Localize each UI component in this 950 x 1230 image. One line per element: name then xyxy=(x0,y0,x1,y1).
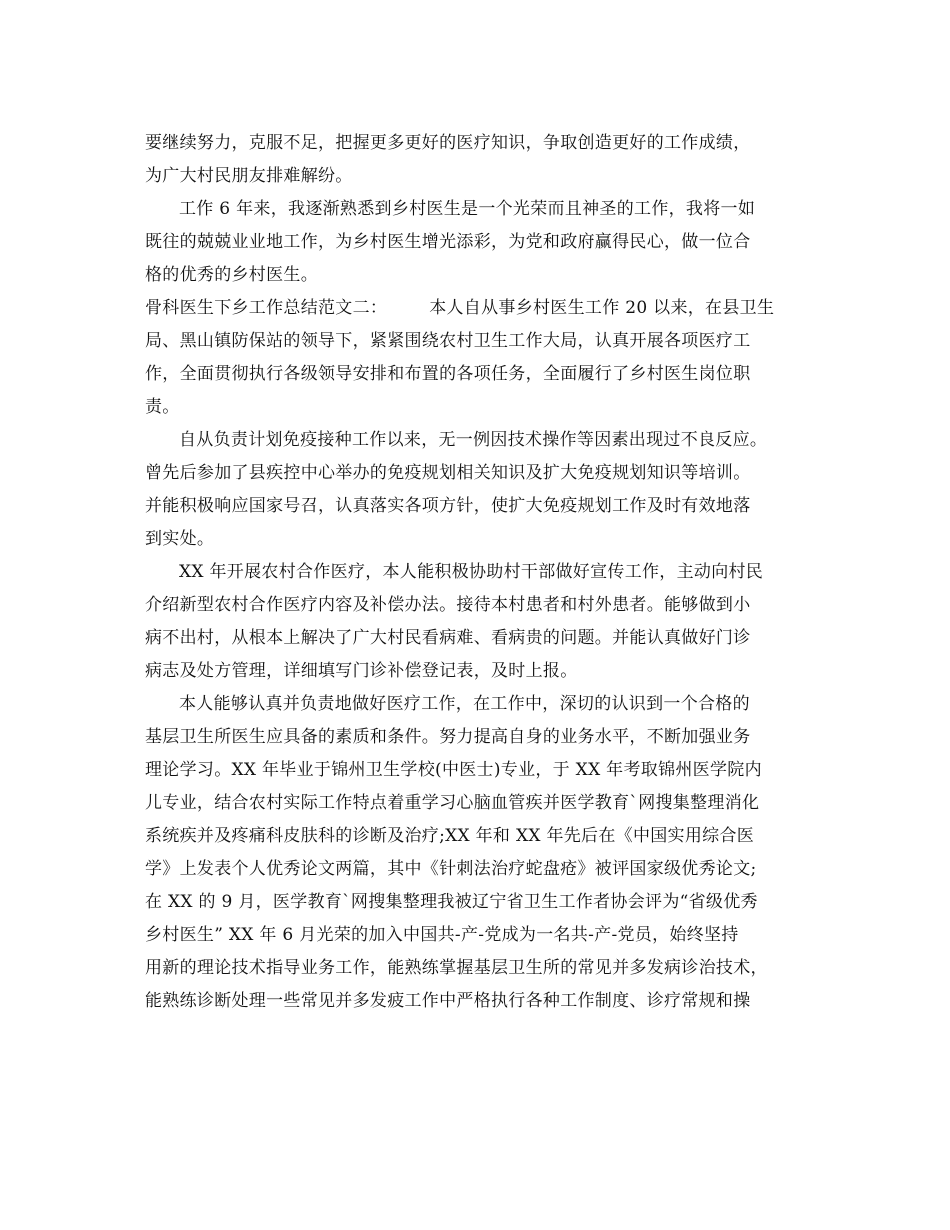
text-line: 工作 6 年来，我逐渐熟悉到乡村医生是一个光荣而且神圣的工作，我将一如 xyxy=(179,199,756,219)
text-line: 自从负责计划免疫接种工作以来，无一例因技术操作等因素出现过不良反应。 xyxy=(179,430,768,450)
text-line: 局、黑山镇防保站的领导下，紧紧围绕农村卫生工作大局，认真开展各项医疗工 xyxy=(145,331,751,351)
text-line: 用新的理论技术指导业务工作，能熟练掌握基层卫生所的常见并多发病诊治技术， xyxy=(145,958,768,978)
text-line: 病不出村，从根本上解决了广大村民看病难、看病贵的问题。并能认真做好门诊 xyxy=(145,628,751,648)
text-line xyxy=(145,292,810,325)
section-heading: 骨科医生下乡工作总结范文二： xyxy=(145,298,388,318)
text-line: 基层卫生所医生应具备的素质和条件。努力提高自身的业务水平，不断加强业务 xyxy=(145,727,751,747)
text-line: 作，全面贯彻执行各级领导安排和布置的各项任务，全面履行了乡村医生岗位职 xyxy=(145,364,751,384)
text-line: 介绍新型农村合作医疗内容及补偿办法。接待本村患者和村外患者。能够做到小 xyxy=(145,595,751,615)
text-line: 理论学习。XX 年毕业于锦州卫生学校(中医士)专业，于 XX 年考取锦州医学院内 xyxy=(145,760,762,780)
text-line: 能熟练诊断处理一些常见并多发疲工作中严格执行各种工作制度、诊疗常规和操 xyxy=(145,991,751,1011)
paragraph xyxy=(145,292,810,424)
text-line: 责。 xyxy=(145,397,180,417)
heading-continuation: 本人自从事乡村医生工作 20 以来，在县卫生 xyxy=(429,298,775,318)
text-line: 要继续努力，克服不足，把握更多更好的医疗知识，争取创造更好的工作成绩， xyxy=(145,133,751,153)
paragraph xyxy=(145,688,810,1018)
text-line: 并能积极响应国家号召，认真落实各项方针，使扩大免疫规划工作及时有效地落 xyxy=(145,496,751,516)
text-line: 学》上发表个人优秀论文两篇，其中《针刺法治疗蛇盘疮》被评国家级优秀论文; xyxy=(145,859,757,879)
text-line: 既往的兢兢业业地工作，为乡村医生增光添彩，为党和政府赢得民心，做一位合 xyxy=(145,232,751,252)
text-line: 格的优秀的乡村医生。 xyxy=(145,265,318,285)
paragraph xyxy=(145,127,810,193)
text-line: 儿专业，结合农村实际工作特点着重学习心脑血管疾并医学教育`网搜集整理消化 xyxy=(145,793,760,813)
text-line: 本人能够认真并负责地做好医疗工作，在工作中，深切的认识到一个合格的 xyxy=(179,694,750,714)
text-line: 系统疾并及疼痛科皮肤科的诊断及治疗;XX 年和 XX 年先后在《中国实用综合医 xyxy=(145,826,755,846)
text-line: 到实处。 xyxy=(145,529,215,549)
paragraph xyxy=(145,556,810,688)
paragraph xyxy=(145,193,810,292)
text-line: XX 年开展农村合作医疗，本人能积极协助村干部做好宣传工作，主动向村民 xyxy=(179,562,764,582)
text-line: 乡村医生” XX 年 6 月光荣的加入中国共-产-党成为一名共-产-党员，始终坚持 xyxy=(145,925,739,945)
text-line: 曾先后参加了县疾控中心举办的免疫规划相关知识及扩大免疫规划知识等培训。 xyxy=(145,463,751,483)
paragraph xyxy=(145,424,810,556)
text-line: 病志及处方管理，详细填写门诊补偿登记表，及时上报。 xyxy=(145,661,578,681)
text-line: 为广大村民朋友排难解纷。 xyxy=(145,166,353,186)
text-line: 在 XX 的 9 月，医学教育`网搜集整理我被辽宁省卫生工作者协会评为“省级优秀 xyxy=(145,892,758,912)
document-body xyxy=(145,127,810,1018)
